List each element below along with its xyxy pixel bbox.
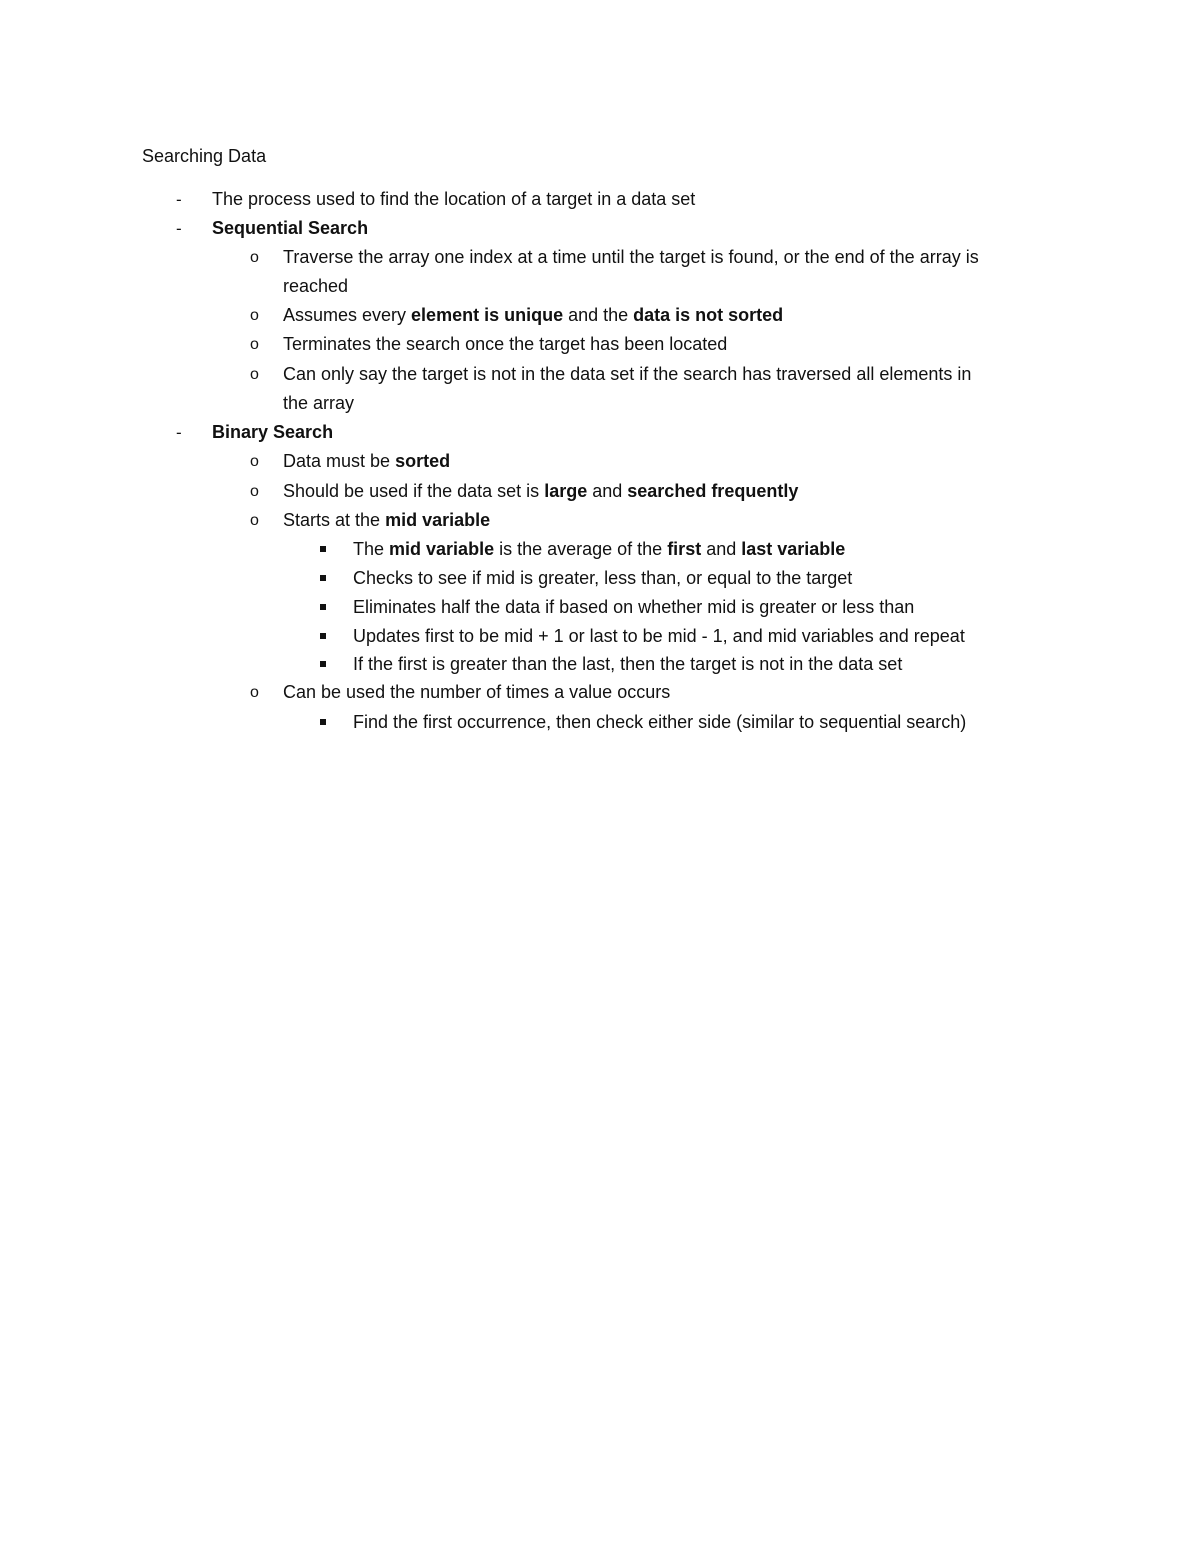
square-bullet: [320, 546, 326, 552]
list-item-traverse-cont: reached: [283, 276, 349, 296]
circle-bullet: o: [250, 336, 259, 353]
list-item-can-only: Can only say the target is not in the data set if the search has traversed all elements in: [283, 364, 972, 384]
circle-bullet: o: [250, 512, 259, 529]
circle-bullet: o: [250, 307, 259, 324]
list-item-can-only-cont: the array: [283, 393, 355, 413]
dash-bullet: -: [176, 423, 182, 442]
list-item-should: Should be used if the data set is large and searched frequently: [283, 481, 799, 501]
heading-binary-search: Binary Search: [212, 422, 334, 442]
list-item-terminates: Terminates the search once the target has been located: [283, 334, 728, 354]
list-item-intro: The process used to find the location of a target in a data set: [212, 189, 696, 209]
dash-bullet: -: [176, 190, 182, 209]
circle-bullet: o: [250, 249, 259, 266]
list-item-mid-definition: The mid variable is the average of the first and last variable: [353, 539, 846, 559]
list-item-if-first: If the first is greater than the last, then the target is not in the data set: [353, 654, 903, 674]
list-item-traverse: Traverse the array one index at a time until the target is found, or the end of the array is: [283, 247, 979, 267]
circle-bullet: o: [250, 684, 259, 701]
page-title: Searching Data: [142, 146, 267, 166]
square-bullet: [320, 604, 326, 610]
circle-bullet: o: [250, 453, 259, 470]
circle-bullet: o: [250, 366, 259, 383]
square-bullet: [320, 575, 326, 581]
square-bullet: [320, 661, 326, 667]
square-bullet: [320, 633, 326, 639]
list-item-eliminates: Eliminates half the data if based on whether mid is greater or less than: [353, 597, 915, 617]
dash-bullet: -: [176, 219, 182, 238]
list-item-assumes: Assumes every element is unique and the data is not sorted: [283, 305, 784, 325]
list-item-data-must: Data must be sorted: [283, 451, 451, 471]
heading-sequential-search: Sequential Search: [212, 218, 369, 238]
square-bullet: [320, 719, 326, 725]
list-item-starts: Starts at the mid variable: [283, 510, 491, 530]
list-item-can-be-used: Can be used the number of times a value occurs: [283, 682, 671, 702]
list-item-find-first: Find the first occurrence, then check either side (similar to sequential search): [353, 712, 967, 732]
circle-bullet: o: [250, 483, 259, 500]
list-item-updates: Updates first to be mid + 1 or last to be mid - 1, and mid variables and repeat: [353, 626, 965, 646]
list-item-checks: Checks to see if mid is greater, less than, or equal to the target: [353, 568, 853, 588]
